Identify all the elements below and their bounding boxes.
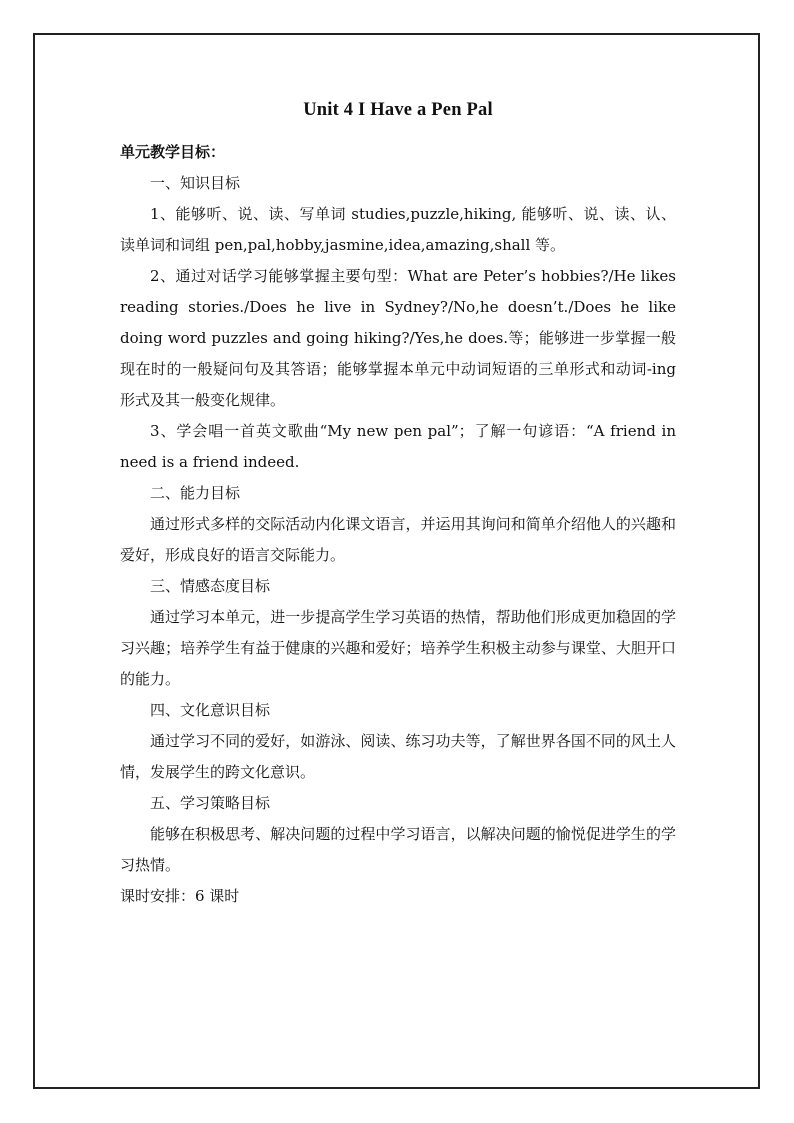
culture-paragraph: 通过学习不同的爱好，如游泳、阅读、练习功夫等，了解世界各国不同的风土人情，发展学生的跨文化意识。	[120, 732, 676, 781]
ability-paragraph: 通过形式多样的交际活动内化课文语言，并运用其询问和简单介绍他人的兴趣和爱好，形成良好的语言交际能力。	[120, 515, 676, 564]
knowledge-paragraph-2: 2、通过对话学习能够掌握主要句型：What are Peter’s hobbies?/He likes reading stories./Does he live in Sydney?/No,he doesn’t./Does he like doing word puzzles and going hiking?/Yes,he does.等；能够进一步掌握一般现在时的一般疑问句及其答语；能够掌握本单元中动词短语的三单形式和动词-ing 形式及其一般变化规律。	[120, 267, 676, 409]
section-heading-strategy: 五、学习策略目标	[150, 794, 271, 812]
strategy-paragraph: 能够在积极思考、解决问题的过程中学习语言，以解决问题的愉悦促进学生的学习热情。	[120, 825, 676, 874]
section-heading-knowledge: 一、知识目标	[150, 174, 241, 192]
section-heading-ability: 二、能力目标	[150, 484, 241, 502]
unit-title: Unit 4 I Have a Pen Pal	[303, 100, 493, 120]
goals-heading: 单元教学目标：	[120, 143, 226, 161]
section-heading-attitude: 三、情感态度目标	[150, 577, 271, 595]
attitude-paragraph: 通过学习本单元，进一步提高学生学习英语的热情，帮助他们形成更加稳固的学习兴趣；培养学生有益于健康的兴趣和爱好；培养学生积极主动参与课堂、大胆开口的能力。	[120, 608, 676, 688]
document-body	[120, 100, 676, 912]
knowledge-paragraph-1: 1、能够听、说、读、写单词 studies,puzzle,hiking, 能够听、说、读、认、读单词和词组 pen,pal,hobby,jasmine,idea,amazing,shall 等。	[120, 205, 676, 254]
section-heading-culture: 四、文化意识目标	[150, 701, 271, 719]
knowledge-paragraph-3: 3、学会唱一首英文歌曲“My new pen pal”；了解一句谚语：“A friend in need is a friend indeed.	[120, 422, 676, 471]
class-schedule: 课时安排：6 课时	[120, 887, 240, 905]
